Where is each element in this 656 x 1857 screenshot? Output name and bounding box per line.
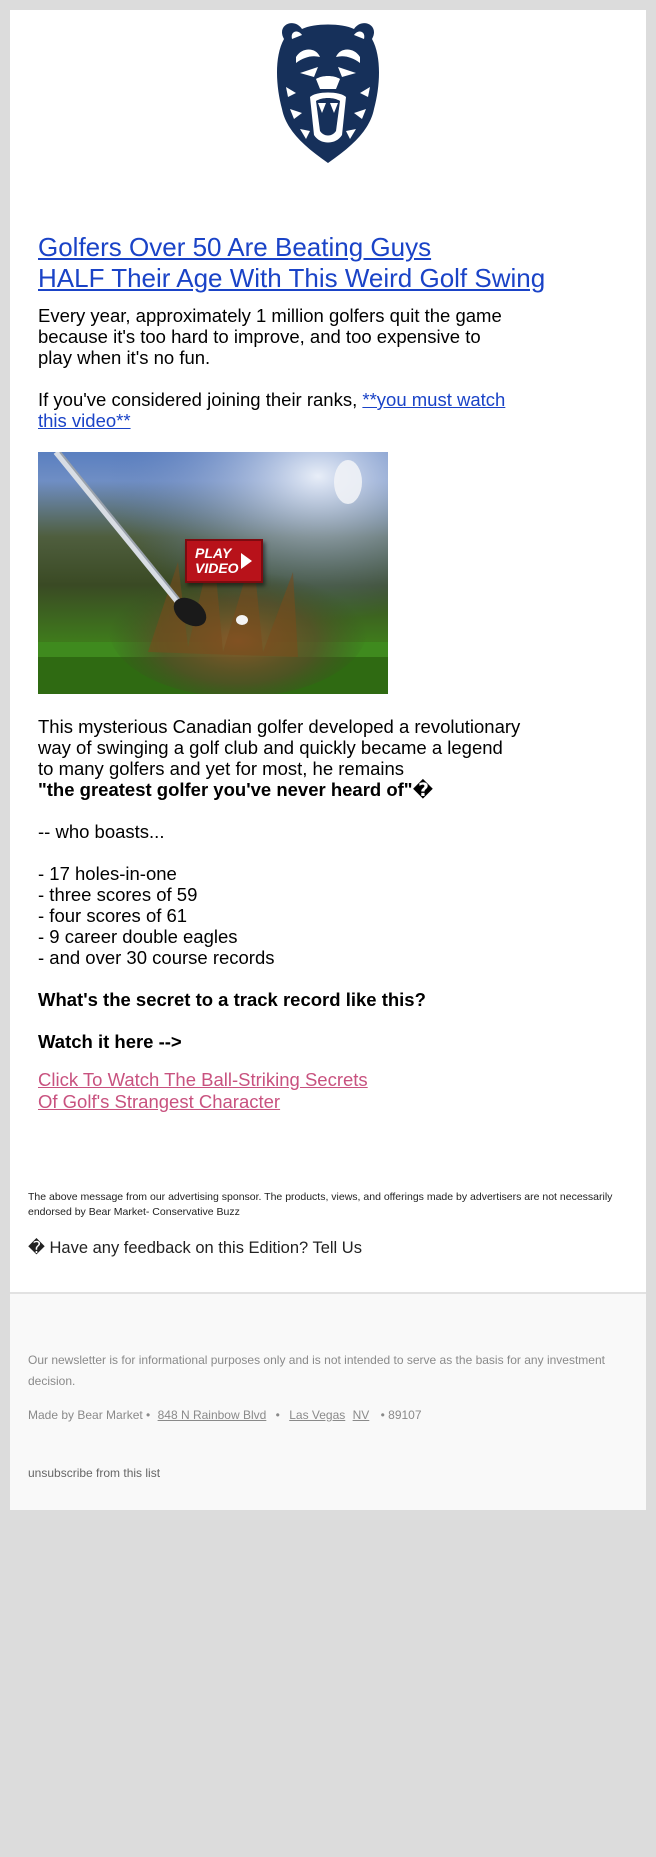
made-by-text: Made by Bear Market • [28, 1408, 151, 1422]
unsubscribe-link[interactable]: unsubscribe from this list [28, 1466, 161, 1480]
footer-address [28, 1408, 628, 1422]
play-arrow-icon [241, 553, 252, 569]
consider-paragraph [38, 389, 618, 431]
video-thumbnail[interactable] [38, 452, 388, 694]
headline-line-2: HALF Their Age With This Weird Golf Swing [38, 263, 546, 293]
footer [10, 1292, 646, 1510]
state-link[interactable]: NV [352, 1408, 370, 1422]
play-label-line-2: VIDEO [195, 560, 239, 576]
secret-question: What's the secret to a track record like this? [38, 989, 426, 1010]
intro-line-3: play when it's no fun. [38, 347, 211, 368]
intro-line-2: because it's too hard to improve, and too expensive to [38, 326, 481, 347]
cta-line-2: Of Golf's Strangest Character [38, 1090, 281, 1112]
zip-code: 89107 [384, 1408, 422, 1422]
email-card [10, 10, 646, 1510]
watch-link-line-1: **you must watch [362, 389, 506, 410]
play-label-line-1: PLAY [195, 545, 232, 561]
list-item: - four scores of 61 [38, 905, 188, 926]
list-item: - 17 holes-in-one [38, 863, 177, 884]
list-item: - and over 30 course records [38, 947, 275, 968]
play-video-button[interactable] [185, 539, 263, 583]
consider-text: If you've considered joining their ranks, [38, 389, 363, 410]
footer-info: Our newsletter is for informational purposes only and is not intended to serve as the basis for any investment decision. [28, 1353, 605, 1388]
bear-head-icon [266, 17, 390, 165]
story-line-2: way of swinging a golf club and quickly became a legend [38, 737, 503, 758]
cta-line-1: Click To Watch The Ball-Striking Secrets [38, 1069, 368, 1090]
boasts-text: -- who boasts... [38, 821, 165, 842]
intro-line-1: Every year, approximately 1 million golfers quit the game [38, 305, 502, 326]
logo-header [10, 10, 646, 175]
main-content [10, 175, 646, 1112]
play-label [195, 546, 239, 576]
street-link[interactable]: 848 N Rainbow Blvd [157, 1408, 267, 1422]
headline-line-1: Golfers Over 50 Are Beating Guys [38, 232, 432, 262]
feedback-prompt[interactable]: � Have any feedback on this Edition? Tell Us [28, 1239, 362, 1257]
story-line-1: This mysterious Canadian golfer developed a revolutionary [38, 716, 521, 737]
watch-link-line-2: this video** [38, 410, 131, 431]
city-link[interactable]: Las Vegas [289, 1408, 346, 1422]
intro-paragraph [38, 305, 618, 368]
watch-here-text: Watch it here --> [38, 1031, 182, 1052]
story-section [38, 716, 618, 1052]
headline-link[interactable] [38, 232, 618, 294]
watch-secrets-link[interactable] [38, 1069, 618, 1112]
list-item: - three scores of 59 [38, 884, 198, 905]
story-line-4: "the greatest golfer you've never heard of"� [38, 779, 434, 800]
list-item: - 9 career double eagles [38, 926, 238, 947]
story-line-3: to many golfers and yet for most, he remains [38, 758, 405, 779]
bullet-separator: • [275, 1408, 280, 1422]
bullet-separator: • [380, 1408, 385, 1422]
sponsor-disclaimer: The above message from our advertising sponsor. The products, views, and offerings made by advertisers are not necessarily endorsed by Bear Market- Conservative Buzz [28, 1191, 613, 1218]
